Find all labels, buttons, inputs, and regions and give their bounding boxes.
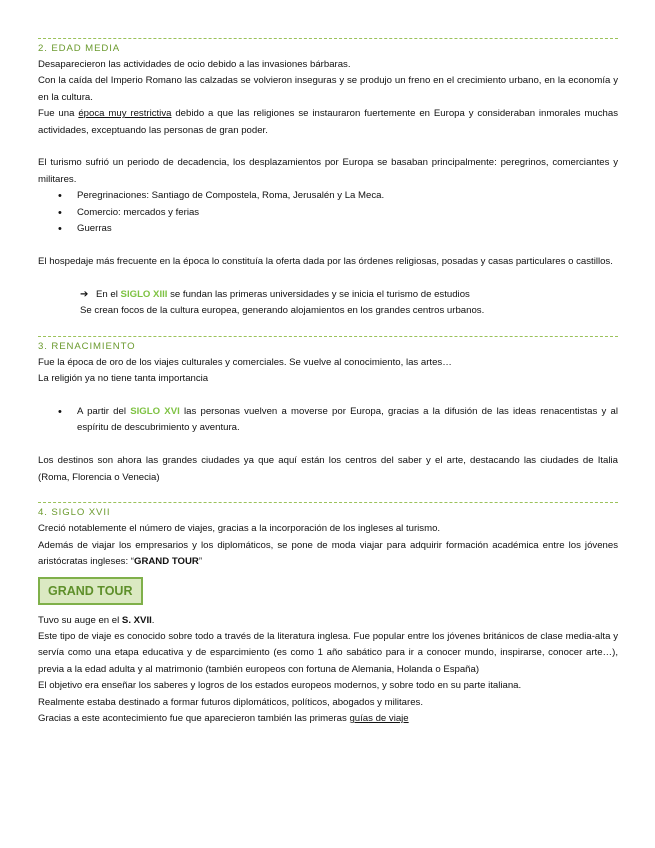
paragraph: Gracias a este acontecimiento fue que aparecieron también las primeras guías de viaje [38, 713, 409, 725]
bullet-icon: • [58, 223, 62, 236]
list-item: • A partir del SIGLO XVI las personas vuelven a moverse por Europa, gracias a la difusión de las ideas renacentistas y al espíritu de descubrimiento y aventura. [58, 406, 618, 434]
section-title-edad-media: 2. EDAD MEDIA [38, 43, 121, 54]
arrow-right-icon: ➔ [80, 288, 89, 300]
list-item: • Guerras [56, 221, 618, 237]
bullet-list [38, 188, 618, 237]
section-title-renacimiento: 3. RENACIMIENTO [38, 340, 136, 352]
paragraph: Fue una época muy restrictiva debido a que las religiones se instauraron fuertemente en Europa y consideraban inmorales muchas actividades, exceptuando las personas de gran poder. [38, 108, 619, 136]
bullet-icon: • [58, 190, 62, 203]
paragraph: Los destinos son ahora las grandes ciudades ya que aquí están los centros del saber y el arte, destacando las ciudades de Italia (Roma, Florencia o Venecia) [38, 455, 618, 483]
arrow-note: ➔ En el SIGLO XIII se fundan las primeras universidades y se inicia el turismo de estudios Se crean focos de la cultura europea, generando alojamientos en los grandes centros urbanos. [80, 288, 485, 317]
paragraph: Con la caída del Imperio Romano las calzadas se volvieron inseguras y se produjo un freno en el crecimiento urbano, en la economía y en la cultura. [38, 75, 618, 103]
list-item: • Comercio: mercados y ferias [56, 205, 618, 221]
list-item: • Peregrinaciones: Santiago de Compostela, Roma, Jerusalén y La Meca. [56, 188, 618, 204]
underlined-text: guías de viaje [349, 713, 409, 725]
paragraph: Tuvo su auge en el S. XVII. [38, 614, 155, 626]
paragraph: Desaparecieron las actividades de ocio debido a las invasiones bárbaras. [38, 59, 351, 70]
paragraph: El objetivo era enseñar los saberes y logros de los estados europeos modernos, y sobre todo en su parte italiana. [38, 680, 522, 692]
section-divider [38, 38, 618, 39]
paragraph: Además de viajar los empresarios y los diplomáticos, se pone de moda viajar para adquirir formación académica entre los jóvenes aristócratas ingleses: “GRAND TOUR” [38, 539, 618, 568]
paragraph: El turismo sufrió un periodo de decadencia, los desplazamientos por Europa se basaban principalmente: peregrinos, comerciantes y militares. [38, 157, 618, 185]
bullet-icon: • [58, 206, 62, 219]
paragraph: Realmente estaba destinado a formar futuros diplomáticos, políticos, abogados y militares. [38, 696, 424, 708]
paragraph: La religión ya no tiene tanta importancia [38, 373, 209, 385]
section-divider [38, 502, 618, 503]
section-title-siglo-xvii: 4. SIGLO XVII [38, 507, 111, 519]
underlined-text: época muy restrictiva [78, 108, 172, 120]
highlight-text: SIGLO XIII [120, 288, 168, 300]
document-page [38, 38, 618, 728]
section-divider [38, 336, 618, 337]
paragraph: Este tipo de viaje es conocido sobre todo a través de la literatura inglesa. Fue popular entre los jóvenes británicos de clase media-alta y servía como una etapa educativa y de esparcimiento (es como 1 año sabático para ir a conocer mundo, inspirarse, conocer arte…), previa a la edad adulta y al matrimonio (también europeos con fortuna de Alemania, Holanda o España) [38, 631, 618, 675]
paragraph: El hospedaje más frecuente en la época lo constituía la oferta dada por las órdenes religiosas, posadas y casas particulares o castillos. [38, 255, 613, 267]
highlight-text: SIGLO XVI [130, 406, 180, 418]
bullet-list [38, 404, 618, 437]
bullet-icon: • [58, 406, 62, 419]
paragraph: Fue la época de oro de los viajes culturales y comerciales. Se vuelve al conocimiento, las artes… [38, 356, 452, 368]
paragraph: Creció notablemente el número de viajes, gracias a la incorporación de los ingleses al turismo. [38, 523, 441, 535]
grand-tour-heading-box: GRAND TOUR [38, 577, 143, 605]
